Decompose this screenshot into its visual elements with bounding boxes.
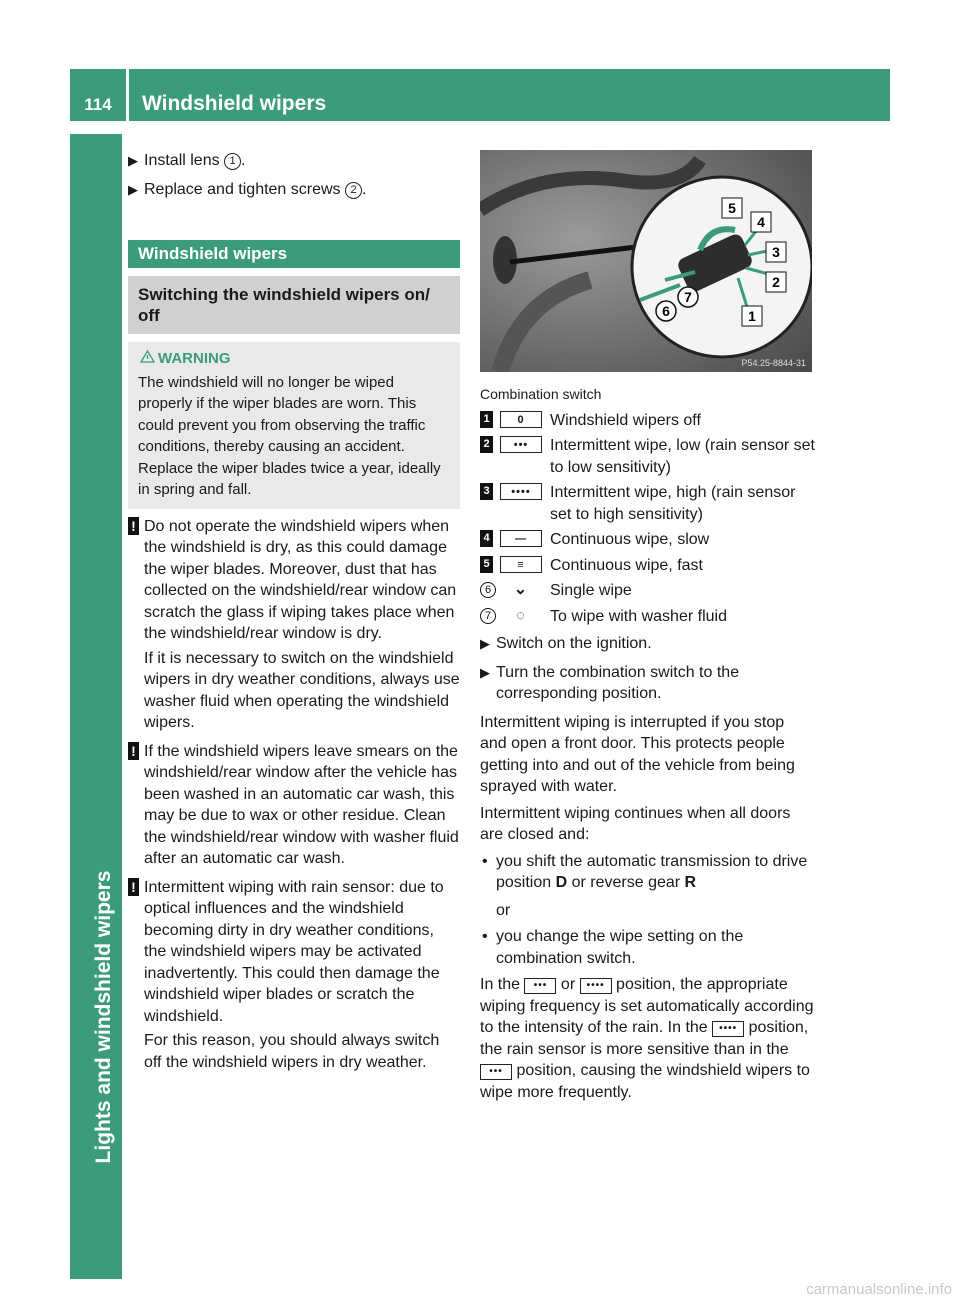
step-turn-switch: ▶ Turn the combination switch to the corresponding position. [480,663,740,702]
intermittent-high-icon: •••• [580,978,612,994]
washer-fluid-icon: ◌ [500,607,542,624]
combination-switch-figure [480,150,812,372]
figure-callout-5: 5 [728,200,736,216]
warning-triangle-icon [140,350,155,363]
note-rain-sensor: ! Intermittent wiping with rain sensor: due to optical influences and the windshield becoming dirty in dry weather conditions, the windshield wipers may be activated inadvertently. This could then damage the windshield wiper blades or scratch the windshield. For this reason, you should always switch off the windshield wipers in dry weather. [128,877,460,1074]
watermark: carmanualsonline.info [806,1281,952,1298]
callout-2: 2 [345,182,362,199]
arrow-icon: ▶ [128,181,138,197]
warning-heading: WARNING [138,348,450,370]
step-tighten-screws: ▶ Replace and tighten screws 2 . [128,179,460,201]
arrow-icon: ▶ [480,664,490,680]
section-title: Windshield wipers [128,240,460,268]
callout-1: 1 [224,153,241,170]
step-install-lens: ▶ Install lens 1 . [128,150,460,172]
left-column [128,150,460,1073]
legend-item: 1 0 Windshield wipers off [480,410,815,432]
or-text: or [496,901,511,919]
step-switch-ignition: ▶ Switch on the ignition. [480,633,815,655]
chapter-label: Lights and windshield wipers [92,870,115,1163]
intermittent-low-icon: ••• [524,978,556,994]
page-header [70,69,890,121]
continuous-slow-icon: — [500,530,542,547]
figure-code: P54.25-8844-31 [741,358,806,368]
paragraph-rain-sensor: In the ••• or •••• position, the appropriate wiping frequency is set automatically according to the intensity of the rain. In the •••• position, the rain sensor is more sensitive than in the ••• position, causing the windshield wipers to wipe more frequently. [480,976,814,1101]
bullet-transmission: • you shift the automatic transmission to drive position D or reverse gear R or [480,851,815,922]
paragraph-continues: Intermittent wiping continues when all doors are closed and: [480,804,791,843]
legend-item: 6 ⌄ Single wipe [480,580,815,602]
paragraph-interrupted: Intermittent wiping is interrupted if you stop and open a front door. This protects people getting into and out of the vehicle from being sprayed with water. [480,713,795,795]
figure-caption: Combination switch [480,386,602,402]
arrow-icon: ▶ [128,153,138,168]
figure-callout-7: 7 [684,289,692,305]
chapter-side-tab [70,134,122,1279]
legend-item: 2 ••• Intermittent wipe, low (rain sensor set to low sensitivity) [480,435,815,478]
wiper-off-icon: 0 [500,411,542,428]
figure-callout-6: 6 [662,303,670,319]
page-number: 114 [84,95,112,114]
caution-icon: ! [128,878,139,896]
note-smears: ! If the windshield wipers leave smears on the windshield/rear window after the vehicle has been washed in an automatic car wash, this may be due to wax or other residue. Clean the windshield/rear window with washer fluid after an automatic car wash. [128,741,460,870]
subsection-title: Switching the windshield wipers on/ off [128,276,460,334]
warning-text: The windshield will no longer be wiped properly if the wiper blades are worn. This could prevent you from observing the traffic conditions, thereby causing an accident. Replace the wiper blades twice a year, ideally in spring and fall. [138,373,441,498]
figure-illustration [480,150,812,372]
figure-callout-2: 2 [772,274,780,290]
intermittent-high-icon: •••• [712,1021,744,1037]
bullet-wipe-setting: • you change the wipe setting on the combination switch. [482,928,744,967]
header-divider [126,69,129,121]
intermittent-high-icon: •••• [500,483,542,500]
caution-icon: ! [128,742,139,760]
legend-item: 3 •••• Intermittent wipe, high (rain sensor set to high sensitivity) [480,482,815,525]
arrow-icon: ▶ [480,636,490,651]
caution-icon: ! [128,517,139,535]
intermittent-low-icon: ••• [480,1064,512,1080]
intermittent-low-icon: ••• [500,436,542,453]
single-wipe-icon: ⌄ [500,581,542,598]
figure-callout-3: 3 [772,244,780,260]
legend-item: 5 ≡ Continuous wipe, fast [480,555,815,577]
figure-callout-1: 1 [748,308,756,324]
legend-item: 4 — Continuous wipe, slow [480,529,815,551]
warning-box [128,342,460,509]
note-dry-windshield: ! Do not operate the windshield wipers when the windshield is dry, as this could damage the wiper blades. Moreover, dust that has collected on the windshield/rear window can scratch the glass if wiping takes place when the windshield/rear window is dry. If it is necessary to switch on the windshield wipers in dry weather conditions, always use washer fluid when operating the windshield wipers. [128,516,460,734]
page-title: Windshield wipers [142,92,327,115]
legend-item: 7 ◌ To wipe with washer fluid [480,606,815,628]
right-column [480,150,815,1103]
figure-callout-4: 4 [757,214,765,230]
continuous-fast-icon: ≡ [500,556,542,573]
